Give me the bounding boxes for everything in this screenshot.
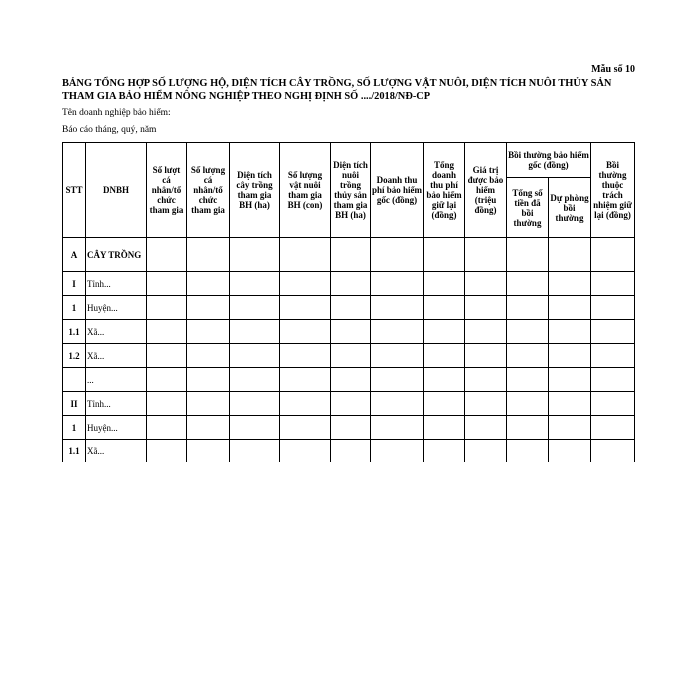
data-cell[interactable] bbox=[591, 272, 635, 296]
row-stt: I bbox=[63, 272, 86, 296]
table-row bbox=[63, 296, 635, 320]
report-period-line: Báo cáo tháng, quý, năm bbox=[62, 125, 157, 135]
data-cell[interactable] bbox=[507, 320, 549, 344]
insurer-name-line: Tên doanh nghiệp bảo hiểm: bbox=[62, 108, 171, 118]
data-cell[interactable] bbox=[187, 440, 230, 462]
data-cell[interactable] bbox=[371, 238, 424, 272]
header-claims-paid: Tổng số tiền đã bồi thường bbox=[507, 178, 549, 238]
row-name: Huyện... bbox=[86, 416, 147, 440]
data-cell[interactable] bbox=[331, 272, 371, 296]
table-row bbox=[63, 238, 635, 272]
header-row-1 bbox=[63, 143, 635, 178]
data-cell[interactable] bbox=[331, 416, 371, 440]
data-cell[interactable] bbox=[507, 344, 549, 368]
data-cell[interactable] bbox=[549, 320, 591, 344]
data-cell[interactable] bbox=[591, 368, 635, 392]
header-livestock: Số lượng vật nuôi tham gia BH (con) bbox=[280, 143, 331, 238]
data-cell[interactable] bbox=[230, 440, 280, 462]
data-cell[interactable] bbox=[147, 368, 187, 392]
report-title-line-2: THAM GIA BẢO HIỂM NÔNG NGHIỆP THEO NGHỊ ĐỊNH SỐ ..../2018/NĐ-CP bbox=[62, 91, 431, 102]
data-cell[interactable] bbox=[187, 238, 230, 272]
data-cell[interactable] bbox=[331, 296, 371, 320]
table-row bbox=[63, 272, 635, 296]
header-dnbh: DNBH bbox=[86, 143, 147, 238]
data-cell[interactable] bbox=[331, 344, 371, 368]
data-cell[interactable] bbox=[549, 368, 591, 392]
data-cell[interactable] bbox=[187, 392, 230, 416]
data-cell[interactable] bbox=[371, 272, 424, 296]
data-cell[interactable] bbox=[187, 368, 230, 392]
data-cell[interactable] bbox=[549, 416, 591, 440]
data-cell[interactable] bbox=[371, 296, 424, 320]
header-claims-retained: Bồi thường thuộc trách nhiệm giữ lại (đồng) bbox=[591, 143, 635, 238]
data-cell[interactable] bbox=[147, 416, 187, 440]
data-cell[interactable] bbox=[187, 344, 230, 368]
data-cell[interactable] bbox=[424, 416, 465, 440]
data-cell[interactable] bbox=[465, 238, 507, 272]
data-cell[interactable] bbox=[230, 344, 280, 368]
data-cell[interactable] bbox=[424, 344, 465, 368]
data-cell[interactable] bbox=[147, 296, 187, 320]
data-cell[interactable] bbox=[465, 416, 507, 440]
data-cell[interactable] bbox=[280, 392, 331, 416]
row-name: Xã... bbox=[86, 440, 147, 462]
summary-table bbox=[62, 142, 635, 462]
row-name: Xã... bbox=[86, 320, 147, 344]
data-cell[interactable] bbox=[147, 392, 187, 416]
data-cell[interactable] bbox=[147, 440, 187, 462]
data-cell[interactable] bbox=[424, 320, 465, 344]
row-name: Tỉnh... bbox=[86, 392, 147, 416]
data-cell[interactable] bbox=[549, 440, 591, 462]
row-name: CÂY TRỒNG bbox=[86, 238, 147, 272]
data-cell[interactable] bbox=[591, 296, 635, 320]
row-name: Xã... bbox=[86, 344, 147, 368]
table-row bbox=[63, 392, 635, 416]
data-cell[interactable] bbox=[465, 392, 507, 416]
data-cell[interactable] bbox=[331, 320, 371, 344]
data-cell[interactable] bbox=[465, 320, 507, 344]
data-cell[interactable] bbox=[507, 416, 549, 440]
data-cell[interactable] bbox=[424, 392, 465, 416]
data-cell[interactable] bbox=[280, 440, 331, 462]
data-cell[interactable] bbox=[371, 320, 424, 344]
data-cell[interactable] bbox=[230, 416, 280, 440]
data-cell[interactable] bbox=[424, 440, 465, 462]
data-cell[interactable] bbox=[331, 238, 371, 272]
data-cell[interactable] bbox=[371, 440, 424, 462]
data-cell[interactable] bbox=[280, 344, 331, 368]
row-stt: 1.2 bbox=[63, 344, 86, 368]
data-cell[interactable] bbox=[424, 296, 465, 320]
data-cell[interactable] bbox=[549, 392, 591, 416]
data-cell[interactable] bbox=[187, 272, 230, 296]
data-cell[interactable] bbox=[230, 392, 280, 416]
data-cell[interactable] bbox=[187, 416, 230, 440]
data-cell[interactable] bbox=[507, 392, 549, 416]
row-stt: 1.1 bbox=[63, 320, 86, 344]
form-number: Mẫu số 10 bbox=[591, 64, 635, 75]
data-cell[interactable] bbox=[280, 320, 331, 344]
header-premium-original: Doanh thu phí bảo hiểm gốc (đồng) bbox=[371, 143, 424, 238]
row-stt: 1 bbox=[63, 416, 86, 440]
data-cell[interactable] bbox=[147, 272, 187, 296]
row-stt: 1.1 bbox=[63, 440, 86, 462]
data-cell[interactable] bbox=[371, 392, 424, 416]
header-claims-group: Bồi thường bảo hiểm gốc (đồng) bbox=[507, 143, 591, 178]
row-stt: A bbox=[63, 238, 86, 272]
header-stt: STT bbox=[63, 143, 86, 238]
data-cell[interactable] bbox=[147, 344, 187, 368]
data-cell[interactable] bbox=[549, 296, 591, 320]
data-cell[interactable] bbox=[424, 238, 465, 272]
report-title bbox=[62, 77, 637, 103]
header-participant-count: Số lượng cá nhân/tổ chức tham gia bbox=[187, 143, 230, 238]
data-cell[interactable] bbox=[591, 344, 635, 368]
data-cell[interactable] bbox=[507, 368, 549, 392]
data-cell[interactable] bbox=[549, 238, 591, 272]
data-cell[interactable] bbox=[591, 440, 635, 462]
data-cell[interactable] bbox=[591, 416, 635, 440]
row-name: ... bbox=[86, 368, 147, 392]
data-cell[interactable] bbox=[424, 368, 465, 392]
data-cell[interactable] bbox=[507, 296, 549, 320]
table-row bbox=[63, 440, 635, 462]
data-cell[interactable] bbox=[371, 368, 424, 392]
data-cell[interactable] bbox=[424, 272, 465, 296]
data-cell[interactable] bbox=[507, 440, 549, 462]
report-title-line-1: BẢNG TỔNG HỢP SỐ LƯỢNG HỘ, DIỆN TÍCH CÂY TRỒNG, SỐ LƯỢNG VẬT NUÔI, DIỆN TÍCH NUÔI THỦY SẢN bbox=[62, 78, 612, 89]
table-row bbox=[63, 320, 635, 344]
data-cell[interactable] bbox=[187, 320, 230, 344]
row-stt: II bbox=[63, 392, 86, 416]
data-cell[interactable] bbox=[465, 272, 507, 296]
data-cell[interactable] bbox=[465, 368, 507, 392]
data-cell[interactable] bbox=[230, 296, 280, 320]
data-cell[interactable] bbox=[230, 272, 280, 296]
data-cell[interactable] bbox=[280, 296, 331, 320]
data-cell[interactable] bbox=[591, 392, 635, 416]
row-stt: 1 bbox=[63, 296, 86, 320]
row-name: Huyện... bbox=[86, 296, 147, 320]
row-name: Tỉnh... bbox=[86, 272, 147, 296]
data-cell[interactable] bbox=[371, 344, 424, 368]
data-cell[interactable] bbox=[591, 320, 635, 344]
header-participants: Số lượt cá nhân/tổ chức tham gia bbox=[147, 143, 187, 238]
data-cell[interactable] bbox=[507, 238, 549, 272]
table-row bbox=[63, 344, 635, 368]
data-cell[interactable] bbox=[230, 238, 280, 272]
data-cell[interactable] bbox=[331, 440, 371, 462]
data-cell[interactable] bbox=[465, 344, 507, 368]
data-cell[interactable] bbox=[331, 368, 371, 392]
header-insured-value: Giá trị được bảo hiểm (triệu đồng) bbox=[465, 143, 507, 238]
data-cell[interactable] bbox=[280, 272, 331, 296]
data-cell[interactable] bbox=[591, 238, 635, 272]
data-cell[interactable] bbox=[147, 320, 187, 344]
header-crop-area: Diện tích cây trồng tham gia BH (ha) bbox=[230, 143, 280, 238]
data-cell[interactable] bbox=[280, 238, 331, 272]
data-cell[interactable] bbox=[465, 440, 507, 462]
data-cell[interactable] bbox=[280, 416, 331, 440]
data-cell[interactable] bbox=[187, 296, 230, 320]
data-cell[interactable] bbox=[230, 368, 280, 392]
row-stt bbox=[63, 368, 86, 392]
data-cell[interactable] bbox=[230, 320, 280, 344]
header-aquaculture: Diện tích nuôi trồng thủy sản tham gia BH (ha) bbox=[331, 143, 371, 238]
header-premium-retained: Tổng doanh thu phí bảo hiểm giữ lại (đồng) bbox=[424, 143, 465, 238]
data-cell[interactable] bbox=[465, 296, 507, 320]
data-cell[interactable] bbox=[549, 272, 591, 296]
data-cell[interactable] bbox=[331, 392, 371, 416]
table-row bbox=[63, 416, 635, 440]
data-cell[interactable] bbox=[280, 368, 331, 392]
table-row bbox=[63, 368, 635, 392]
header-claims-reserve: Dự phòng bồi thường bbox=[549, 178, 591, 238]
data-cell[interactable] bbox=[147, 238, 187, 272]
data-cell[interactable] bbox=[371, 416, 424, 440]
data-cell[interactable] bbox=[507, 272, 549, 296]
data-cell[interactable] bbox=[549, 344, 591, 368]
